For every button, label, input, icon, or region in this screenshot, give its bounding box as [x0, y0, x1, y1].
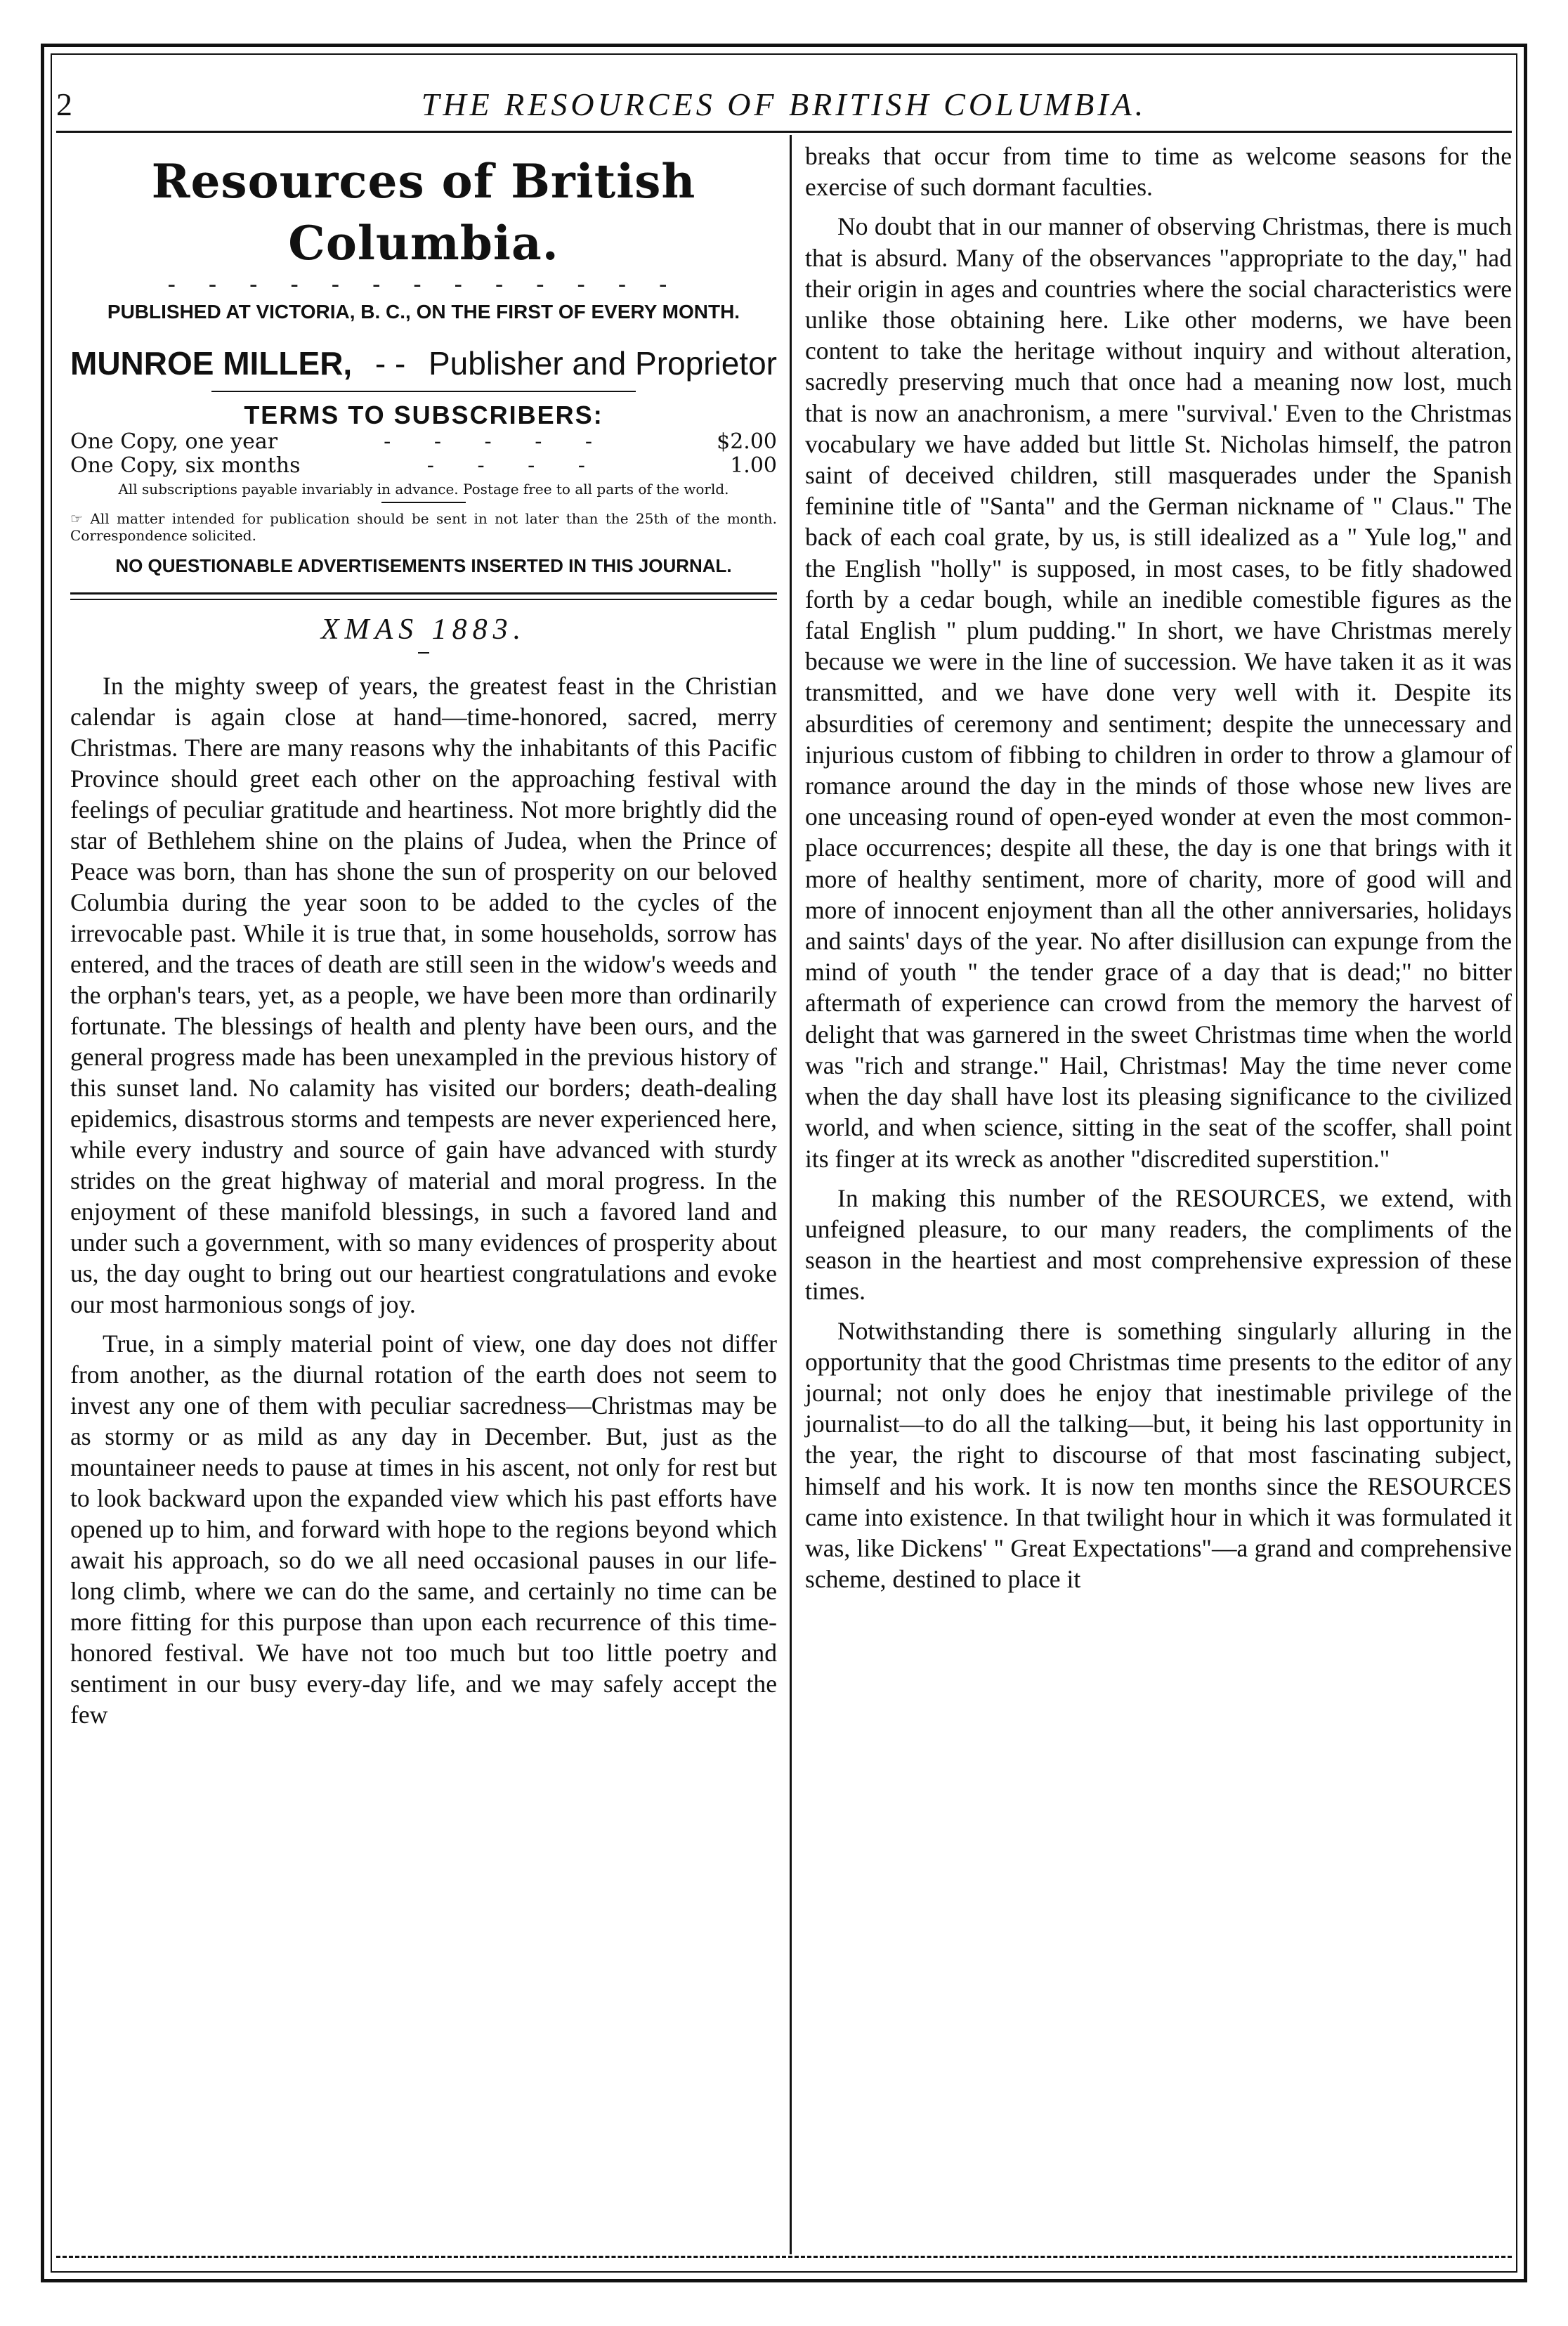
- title-rule: [418, 652, 429, 654]
- rate-row: [70, 454, 777, 478]
- footer-rule: [56, 2256, 1512, 2258]
- rate-row: [70, 430, 777, 454]
- publisher-dashes: - -: [374, 345, 406, 382]
- article-paragraph: No doubt that in our manner of observing Christmas, there is much that is absurd. Many of the observances "appropriate to the day," had their origin in ages and countries where the social characteristics were unlike those obtaining here. Like other moderns, we have been content to take the heritage without inquiry and without alteration, sacredly preserving much that once had a meaning now lost, much that is now an anachronism, a mere "survival.' Even to the Christmas vocabulary we have added but little St. Nicholas himself, the patron saint of deceived children, still masquerades under the Spanish feminine title of "Santa" and the German nickname of " Claus." The back of each coal grate, by us, is still idealized as a " Yule log," and the English "holly" is supposed, in most cases, to be fitly shadowed forth by a cedar bough, while an inedible comestible figures as the fatal English " plum pudding." In short, we have Christmas merely because we were in the line of succession. We have taken it as it was transmitted, and we have done very well with it. Despite its absurdities of ceremony and sentiment; despite the unnecessary and injurious custom of fibbing to children in order to throw a glamour of romance around the day in the minds of those whose new lives are one unceasing round of open-eyed wonder at even the most common-place occurrences; despite all these, the day is one that brings with it more of healthy sentiment, more of charity, more of good will and more of innocent enjoyment than all the other anniversaries, holidays and saints' days of the year. No after disillusion can expunge from the mind of youth " the tender grace of a day that is dead;" no bitter aftermath of experience can crowd from the memory the harvest of delight that was garnered in the sweet Christmas time when the world was "rich and strange." Hail, Christmas! May the time never come when the day shall have lost its pleasing significance to the civilized world, and when science, sitting in the seat of the scoffer, shall point its finger at its wreck as another "discredited superstition.": [805, 212, 1512, 1173]
- masthead-title: Resources of British Columbia.: [151, 154, 696, 271]
- header-rule: [56, 131, 1512, 133]
- rate-label: One Copy, six months: [70, 453, 301, 478]
- right-column: [805, 141, 1512, 1594]
- publisher-line: [70, 344, 777, 382]
- terms-rule: [211, 391, 636, 392]
- article-paragraph: True, in a simply material point of view, one day does not differ from another, as the diurnal rotation of the earth does not seem to invest any one of them with peculiar sacredness—Christmas may be as stormy or as mild as any day in December. But, just as the mountaineer needs to pause at times in his ascent, not only for rest but to look backward upon the expanded view which his past efforts have opened up to him, and forward with hope to the regions beyond which await his approach, so do we all need occasional pauses in our life-long climb, where we can do the same, and certainly no time can be more fitting for this purpose than upon each recurrence of this time-honored festival. We have not too much but too little poetry and sentiment in our busy every-day life, and we may safely accept the few: [70, 1330, 777, 1729]
- masthead-divider: - - - - - - - - - - - - -: [167, 271, 680, 299]
- column-rule: [790, 135, 792, 2254]
- running-title: THE RESOURCES OF BRITISH COLUMBIA.: [421, 86, 1147, 122]
- note-rule: [381, 502, 466, 503]
- rate-label: One Copy, one year: [70, 429, 278, 454]
- published-line: PUBLISHED AT VICTORIA, B. C., ON THE FIRST OF EVERY MONTH.: [107, 301, 740, 323]
- page-number: 2: [56, 86, 72, 122]
- rate-dots: - - - - -: [384, 429, 610, 454]
- subscription-note: All subscriptions payable invariably in advance. Postage free to all parts of the world.: [118, 481, 729, 498]
- publisher-name: MUNROE MILLER,: [70, 345, 353, 382]
- left-column: [70, 141, 777, 1730]
- article-title: XMAS 1883.: [320, 613, 527, 646]
- article-paragraph: In making this number of the RESOURCES, we extend, with unfeigned pleasure, to our many readers, the compliments of the season in the heartiest and most comprehensive expression of these times.: [805, 1183, 1512, 1306]
- masthead-rule-2: [70, 599, 777, 600]
- article-paragraph: Notwithstanding there is something singularly alluring in the opportunity that the good Christmas time presents to the editor of any journal; not only does he enjoy that inestimable privilege of the journalist—to do all the talking—but, it being his last opportunity in the year, the right to discourse of that most fascinating subject, himself and his work. It is now ten months since the RESOURCES came into existence. In that twilight hour in which it was formulated it was, like Dickens' " Great Expectations"—a grand and comprehensive scheme, destined to place it: [805, 1316, 1512, 1594]
- masthead-rule: [70, 592, 777, 595]
- rate-dots: - - - -: [426, 453, 603, 478]
- matter-note: ☞ All matter intended for publication should be sent in not later than the 25th of the month. Correspondence solicited.: [70, 510, 777, 544]
- article-paragraph: In the mighty sweep of years, the greatest feast in the Christian calendar is again close at hand—time-honored, sacred, merry Christmas. There are many reasons why the inhabitants of this Pacific Province should greet each other on the approaching festival with feelings of peculiar gratitude and heartiness. Not more brightly did the star of Bethlehem shine on the plains of Judea, when the Prince of Peace was born, than has shone the sun of prosperity on our beloved Columbia during the year soon to be added to the cycles of the irrevocable past. While it is true that, in some households, sorrow has entered, and the traces of death are still seen in the widow's weeds and the orphan's tears, yet, as a people, we have been more than ordinarily fortunate. The blessings of health and plenty have been ours, and the general progress made has been unexampled in the previous history of this sunset land. No calamity has visited our borders; death-dealing epidemics, disastrous storms and tempests are never experienced here, while every industry and source of gain have advanced with sturdy strides on the great highway of material and moral progress. In the enjoyment of these manifold blessings, in such a favored land and under such a government, with so many evidences of prosperity about us, the day ought to bring out our heartiest congratulations and evoke our most harmonious songs of joy.: [70, 672, 777, 1318]
- rate-price: $2.00: [717, 429, 777, 454]
- article-paragraph: breaks that occur from time to time as welcome seasons for the exercise of such dormant faculties.: [805, 142, 1512, 202]
- terms-heading: TERMS TO SUBSCRIBERS:: [244, 401, 603, 429]
- no-ads-notice: NO QUESTIONABLE ADVERTISEMENTS INSERTED IN THIS JOURNAL.: [115, 555, 732, 576]
- running-header: [56, 83, 1512, 125]
- rate-price: 1.00: [730, 453, 777, 478]
- publisher-role: Publisher and Proprietor: [428, 345, 777, 382]
